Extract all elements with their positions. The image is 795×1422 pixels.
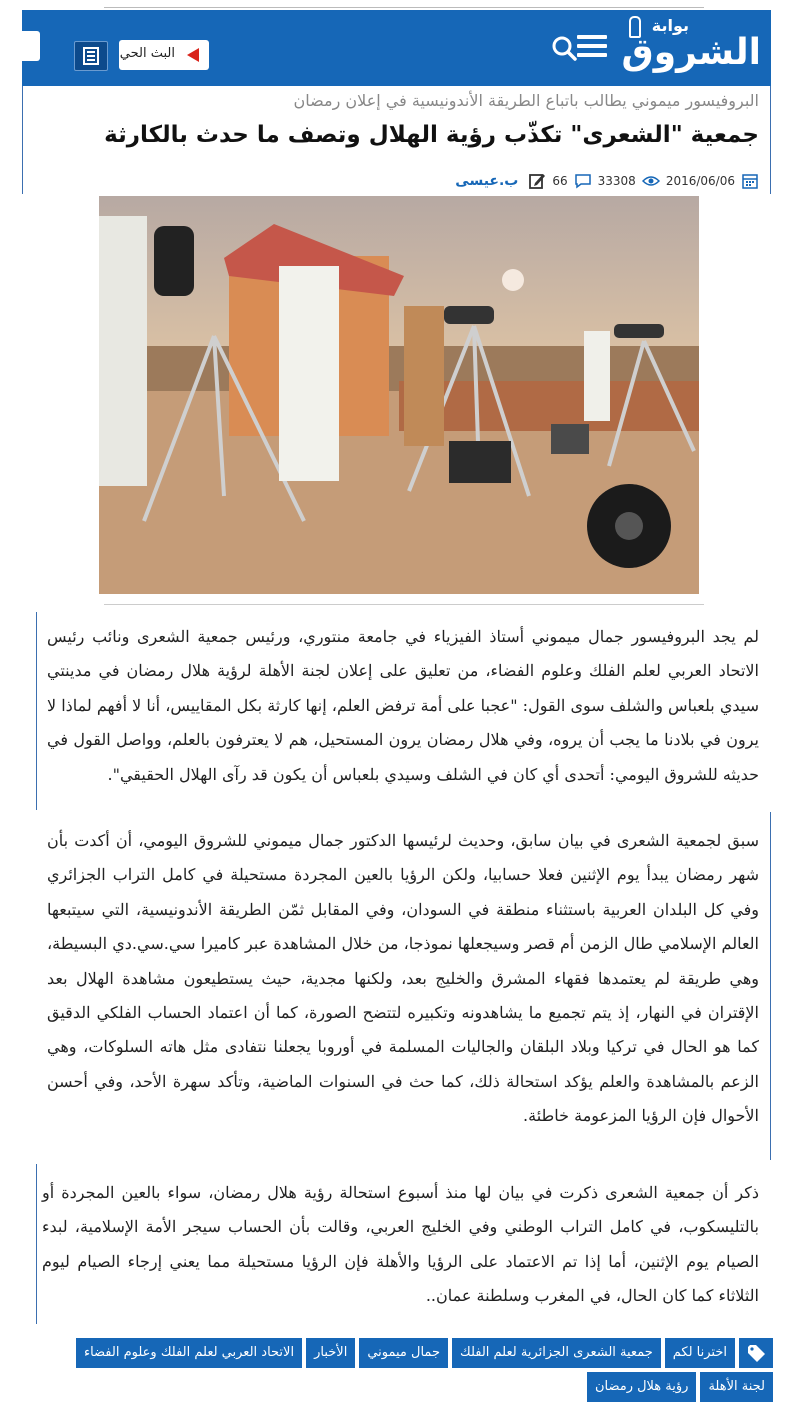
article-author[interactable]: ب.عيسى (455, 173, 519, 189)
newspaper-button[interactable] (74, 41, 108, 71)
top-rule (104, 7, 704, 8)
divider (36, 612, 37, 810)
menu-icon[interactable] (577, 35, 607, 59)
article-meta (455, 170, 759, 192)
tag-link[interactable]: رؤية هلال رمضان (587, 1372, 697, 1402)
calendar-icon (741, 172, 759, 190)
logo-text: الشروق (621, 32, 761, 73)
comment-count[interactable]: 66 (552, 174, 568, 188)
edit-icon (528, 172, 546, 190)
article-date: 2016/06/06 (665, 174, 735, 188)
comment-icon[interactable] (574, 173, 592, 189)
divider (770, 86, 771, 194)
tag-link[interactable]: الاتحاد العربي لعلم الفلك وعلوم الفضاء (76, 1338, 302, 1368)
logo-small-text: بوابة (651, 16, 689, 35)
article-paragraph: سبق لجمعية الشعرى في بيان سابق، وحديث لرئيسها الدكتور جمال ميموني للشروق اليومي، أن أكدت بأن شهر رمضان يبدأ يوم الإثنين فعلا حسابيا، ولكن الرؤيا بالعين المجردة مستحيلة في كامل التراب الجزائري وفي كل البلدان العربية باستثناء منطقة في السودان، وفي المقابل ثمّن الطريقة الأندونيسية، التي سيتبعها العالم الإسلامي طال الزمن أم قصر وسيجعلها نموذجا، من خلال المشاهدة عبر كاميرا سي.سي.دي البسيطة، وهي طريقة لم يعتمدها فقهاء المشرق والخليج بعد، ولكنها مجدية، حيث يستطيعون مشاهدة الهلال بعد الإقتران في النهار، إذ يتم تجميع ما يشاهدونه وتكبيره لتتضح الصورة، كما أن اعتماد الحساب الفلكي الدقيق كما هو الحال في تركيا وبلاد البلقان والجاليات المسلمة في أوروبا يجعلنا نتفادى مثل هاته السلوكات، وهي الزعم بالمشاهدة والعلم يؤكد استحالة ذلك، كما حث في السنوات الماضية، وتأكد سهرة الأحد، وفي أحسن الأحوال فإن الرؤيا المزعومة خاطئة. (47, 831, 760, 1126)
photo-divider (104, 604, 704, 605)
article-paragraph: ذكر أن جمعية الشعرى ذكرت في بيان لها منذ أسبوع استحالة رؤية هلال رمضان، سواء بالعين المجردة أو بالتليسكوب، في كامل التراب الوطني وفي الخليج العربي، وقالت بأن الحساب سيجر الأمة الإسلامية، لبدء الصيام يوم الإثنين، أما إذا تم الاعتماد على الرؤيا والأهلة فإن الرؤيا مستحيلة مما يعني إرجاء الصيام ليوم الثلاثاء كما كان الحال، في المغرب وسلطنة عمان.. (42, 1183, 759, 1306)
tag-link[interactable]: اخترنا لكم (665, 1338, 735, 1368)
divider (36, 1164, 37, 1324)
tag-icon (739, 1338, 773, 1368)
divider (770, 812, 771, 1160)
site-header (22, 10, 771, 86)
live-stream-button[interactable] (119, 40, 209, 70)
article-photo (99, 196, 699, 594)
newspaper-icon (75, 42, 107, 70)
tag-link[interactable]: لجنة الأهلة (700, 1372, 773, 1402)
view-count: 33308 (597, 174, 636, 188)
tag-link[interactable]: الأخبار (306, 1338, 355, 1368)
site-logo[interactable] (619, 14, 765, 82)
article-title: جمعية "الشعرى" تكذّب رؤية الهلال وتصف ما حدث بالكارثة (104, 122, 759, 148)
divider (22, 86, 23, 194)
side-tab[interactable] (0, 31, 40, 61)
eye-icon (642, 174, 660, 188)
search-icon[interactable] (549, 33, 579, 63)
live-stream-label: البث الحي (119, 46, 175, 61)
tag-link[interactable]: جمال ميموني (359, 1338, 448, 1368)
article-kicker: البروفيسور ميموني يطالب باتباع الطريقة الأندونيسية في إعلان رمضان (293, 91, 759, 110)
tag-list (65, 1338, 773, 1402)
play-icon (187, 48, 199, 62)
article-paragraph: لم يجد البروفيسور جمال ميموني أستاذ الفيزياء في جامعة منتوري، ورئيس جمعية الشعرى ونائب رئيس الاتحاد العربي لعلم الفلك وعلوم الفضاء، من تعليق على إعلان لجنة الأهلة لرؤية هلال رمضان في مدينتي سيدي بلعباس والشلف سوى القول: "عجبا على أمة ترفض العلم، إنها كارثة بكل المقاييس، أنا لا أفهم لماذا لا يرون في بلادنا ما يجب أن يروه، وفي هلال رمضان يرون المستحيل، هم لا يعترفون بالعلم، وواصل القول في حديثه للشروق اليومي: أتحدى أي كان في الشلف وسيدي بلعباس أن يكون قد رآى الهلال الحقيقي". (47, 627, 759, 784)
tag-link[interactable]: جمعية الشعرى الجزائرية لعلم الفلك (452, 1338, 661, 1368)
